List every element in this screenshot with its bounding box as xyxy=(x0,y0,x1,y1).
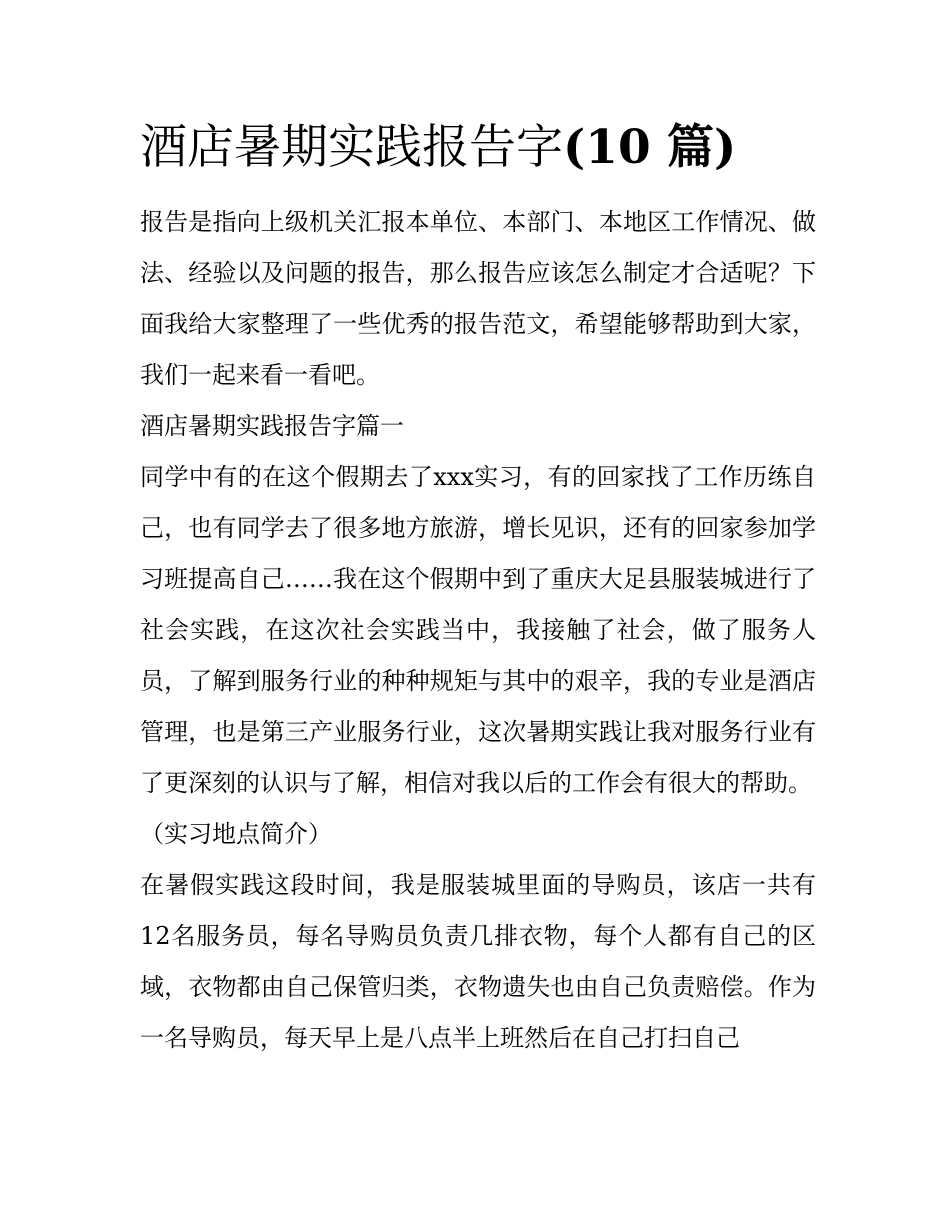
title-suffix: (10 篇) xyxy=(563,120,737,175)
body-paragraph: 同学中有的在这个假期去了xxx实习，有的回家找了工作历练自己，也有同学去了很多地方旅游，增长见识，还有的回家参加学习班提高自己……我在这个假期中到了重庆大足县服装城进行了社会实践，在这次社会实践当中，我接触了社会，做了服务人员，了解到服务行业的种种规矩与其中的艰辛，我的专业是酒店管理，也是第三产业服务行业，这次暑期实践让我对服务行业有了更深刻的认识与了解，相信对我以后的工作会有很大的帮助。 xyxy=(140,463,816,797)
section-heading: 酒店暑期实践报告字篇一 xyxy=(140,412,404,440)
document-body xyxy=(140,197,816,1064)
body-paragraph: 在暑假实践这段时间，我是服装城里面的导购员，该店一共有12名服务员，每名导购员负责几排衣物，每个人都有自己的区域，衣物都由自己保管归类，衣物遗失也由自己负责赔偿。作为一名导购员，每天早上是八点半上班然后在自己打扫自己 xyxy=(140,871,816,1052)
section-subheading: （实习地点简介） xyxy=(140,820,332,848)
intro-paragraph: 报告是指向上级机关汇报本单位、本部门、本地区工作情况、做法、经验以及问题的报告，那么报告应该怎么制定才合适呢？下面我给大家整理了一些优秀的报告范文，希望能够帮助到大家，我们一起来看一看吧。 xyxy=(140,208,816,389)
document-title xyxy=(140,118,860,178)
title-main: 酒店暑期实践报告字 xyxy=(140,120,563,175)
